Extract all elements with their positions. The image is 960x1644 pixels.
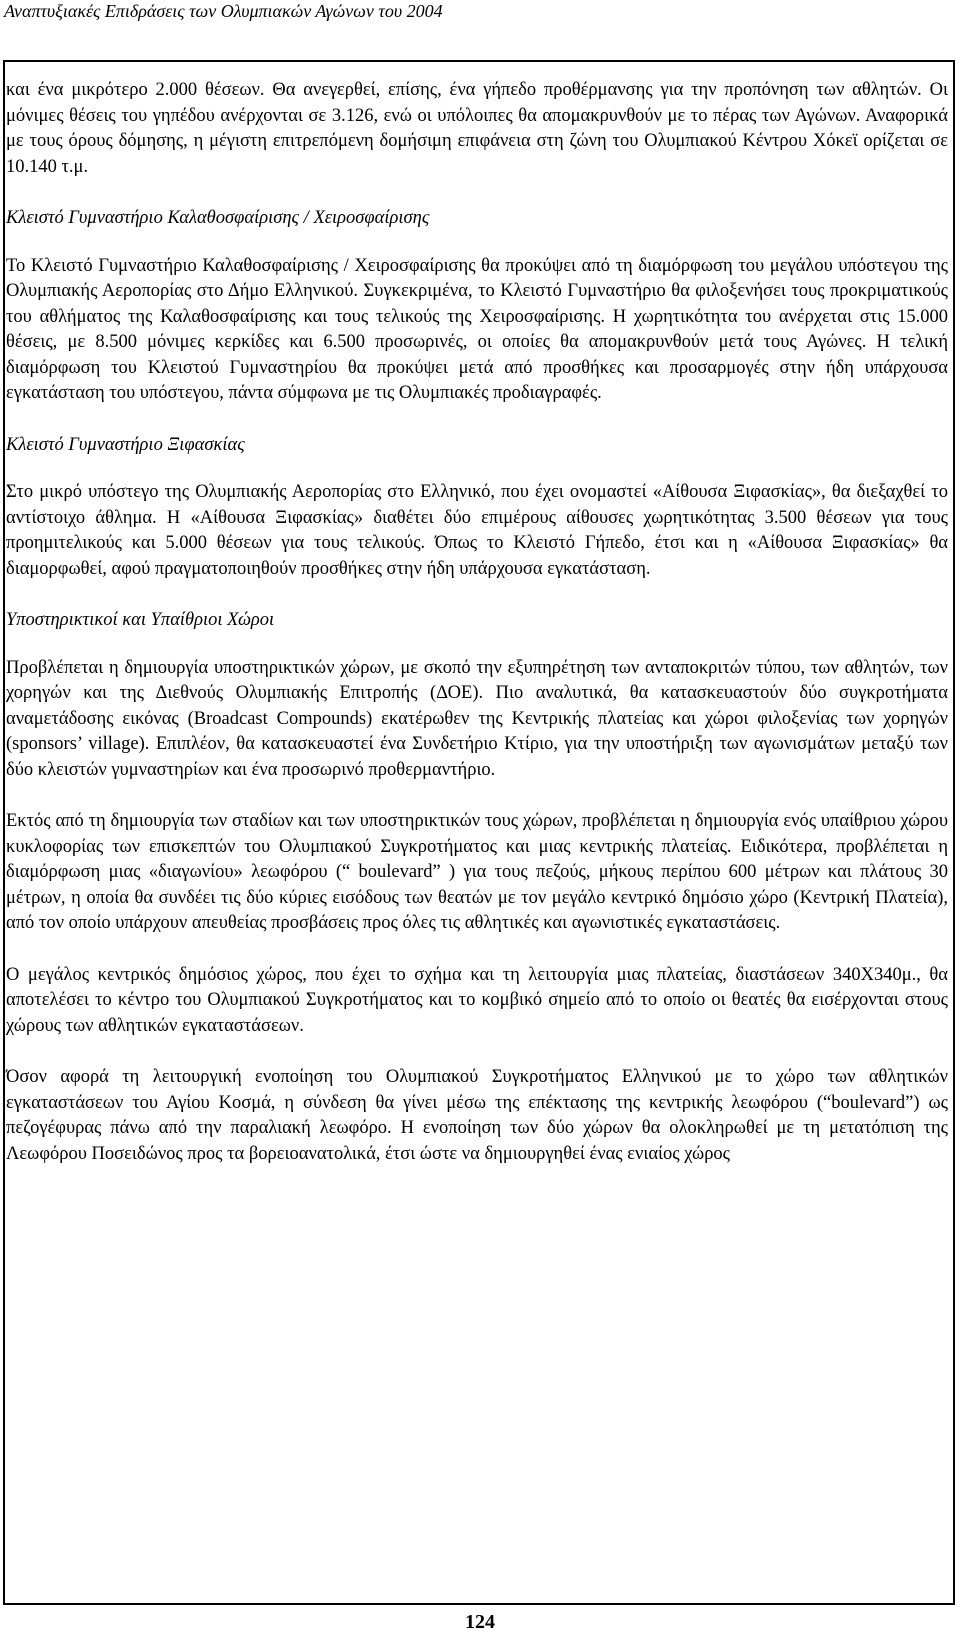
- paragraph-outdoor-spaces: Εκτός από τη δημιουργία των σταδίων και των υποστηρικτικών τους χώρων, προβλέπεται η δημιουργία ενός υπαίθριου χώρου κυκλοφορίας των επισκεπτών του Ολυμπιακού Συγκροτήματος και μιας κεντρικής πλατείας. Ειδικότερα, προβλέπεται η διαμόρφωση μιας «διαγωνίου» λεωφόρου (“ boulevard” ) για τους πεζούς, μήκους περίπου 600 μέτρων και πλάτους 30 μέτρων, η οποία θα συνδέει τις δύο κύριες εισόδους των θεατών με τον μεγάλο κεντρικό δημόσιο χώρο (Κεντρική Πλατεία), από τον οποίο υπάρχουν απευθείας προσβάσεις προς όλες τις αθλητικές και αγωνιστικές εγκαταστάσεις.: [6, 811, 948, 933]
- paragraph-central-square: Ο μεγάλος κεντρικός δημόσιος χώρος, που έχει το σχήμα και τη λειτουργία μιας πλατείας, διαστάσεων 340Χ340μ., θα αποτελέσει το κέντρο του Ολυμπιακού Συγκροτήματος και το κομβικό σημείο από το οποίο οι θεατές θα εισέρχονται στους χώρους των αθλητικών εγκαταστάσεων.: [6, 964, 948, 1036]
- paragraph-fencing: Στο μικρό υπόστεγο της Ολυμπιακής Αεροπορίας στο Ελληνικό, που έχει ονομαστεί «Αίθουσα Ξιφασκίας», θα διεξαχθεί το αντίστοιχο άθλημα. Η «Αίθουσα Ξιφασκίας» διαθέτει δύο επιμέρους αίθουσες χωρητικότητας 3.500 θέσεων για τους προημιτελικούς και 5.000 θέσεων για τους τελικούς. Όπως το Κλειστό Γήπεδο, έτσι και η «Αίθουσα Ξιφασκίας» θα διαμορφωθεί, αφού πραγματοποιηθούν προσθήκες στην ήδη υπάρχουσα εγκατάσταση.: [6, 482, 948, 579]
- paragraph-hockey-centre: και ένα μικρότερο 2.000 θέσεων. Θα ανεγερθεί, επίσης, ένα γήπεδο προθέρμανσης για την προπόνηση των αθλητών. Οι μόνιμες θέσεις του γηπέδου ανέρχονται σε 3.126, ενώ οι υπόλοιπες θα απομακρυνθούν με το πέρας των Αγώνων. Αναφορικά με τους όρους δόμησης, η μέγιστη επιτρεπόμενη δομήσιμη επιφάνεια στη ζώνη του Ολυμπιακού Κέντρου Χόκεϊ ορίζεται σε 10.140 τ.μ.: [6, 80, 948, 177]
- page-content: [6, 78, 948, 1193]
- paragraph-agios-kosmas-link: Όσον αφορά τη λειτουργική ενοποίηση του Ολυμπιακού Συγκροτήματος Ελληνικού με το χώρο των αθλητικών εγκαταστάσεων του Αγίου Κοσμά, η σύνδεση θα γίνει μέσω της επέκτασης της κεντρικής λεωφόρου (“boulevard”) ως πεζογέφυρας πάνω από την παραλιακή λεωφόρο. Η ενοποίηση των δύο χώρων θα ολοκληρωθεί με τη μετατόπιση της Λεωφόρου Ποσειδώνος προς τα βορειοανατολικά, έτσι ώστε να δημιουργηθεί ένας ενιαίος χώρος: [6, 1067, 948, 1164]
- heading-fencing-hall: Κλειστό Γυμναστήριο Ξιφασκίας: [6, 434, 245, 455]
- running-header: Αναπτυξιακές Επιδράσεις των Ολυμπιακών Αγώνων του 2004: [4, 1, 443, 21]
- paragraph-support-spaces: Προβλέπεται η δημιουργία υποστηρικτικών χώρων, με σκοπό την εξυπηρέτηση των ανταποκριτών τύπου, των αθλητών, των χορηγών και της Διεθνούς Ολυμπιακής Επιτροπής (ΔΟΕ). Πιο αναλυτικά, θα κατασκευαστούν δύο συγκροτήματα αναμετάδοσης εικόνας (Broadcast Compounds) εκατέρωθεν της Κεντρικής πλατείας και χώροι φιλοξενίας των χορηγών (sponsors’ village). Επιπλέον, θα κατασκευαστεί ένα Συνδετήριο Κτίριο, για την υποστήριξη των αγωνισμάτων μεταξύ των δύο κλειστών γυμναστηρίων και ένα προσωρινό προθερμαντήριο.: [6, 657, 948, 780]
- page-number: 124: [465, 1611, 495, 1633]
- paragraph-basketball-handball: Το Κλειστό Γυμναστήριο Καλαθοσφαίρισης / Χειροσφαίρισης θα προκύψει από τη διαμόρφωση του μεγάλου υπόστεγου της Ολυμπιακής Αεροπορίας στο Δήμο Ελληνικού. Συγκεκριμένα, το Κλειστό Γυμναστήριο θα φιλοξενήσει τους προκριματικούς του αθλήματος της Καλαθοσφαίρισης και τους τελικούς της Χειροσφαίρισης. Η χωρητικότητα του ανέρχεται στις 15.000 θέσεις, με 8.500 μόνιμες κερκίδες και 6.500 προσωρινές, οι οποίες θα απομακρυνθούν μετά τους Αγώνες. Η τελική διαμόρφωση του Κλειστού Γυμναστηρίου θα προκύψει μετά από προσθήκες και προσαρμογές στην ήδη υπάρχουσα εγκατάσταση του υπόστεγου, πάντα σύμφωνα με τις Ολυμπιακές προδιαγραφές.: [6, 255, 948, 403]
- heading-basketball-handball-arena: Κλειστό Γυμναστήριο Καλαθοσφαίρισης / Χειροσφαίρισης: [6, 208, 430, 228]
- heading-support-outdoor-spaces: Υποστηρικτικοί και Υπαίθριοι Χώροι: [6, 610, 275, 630]
